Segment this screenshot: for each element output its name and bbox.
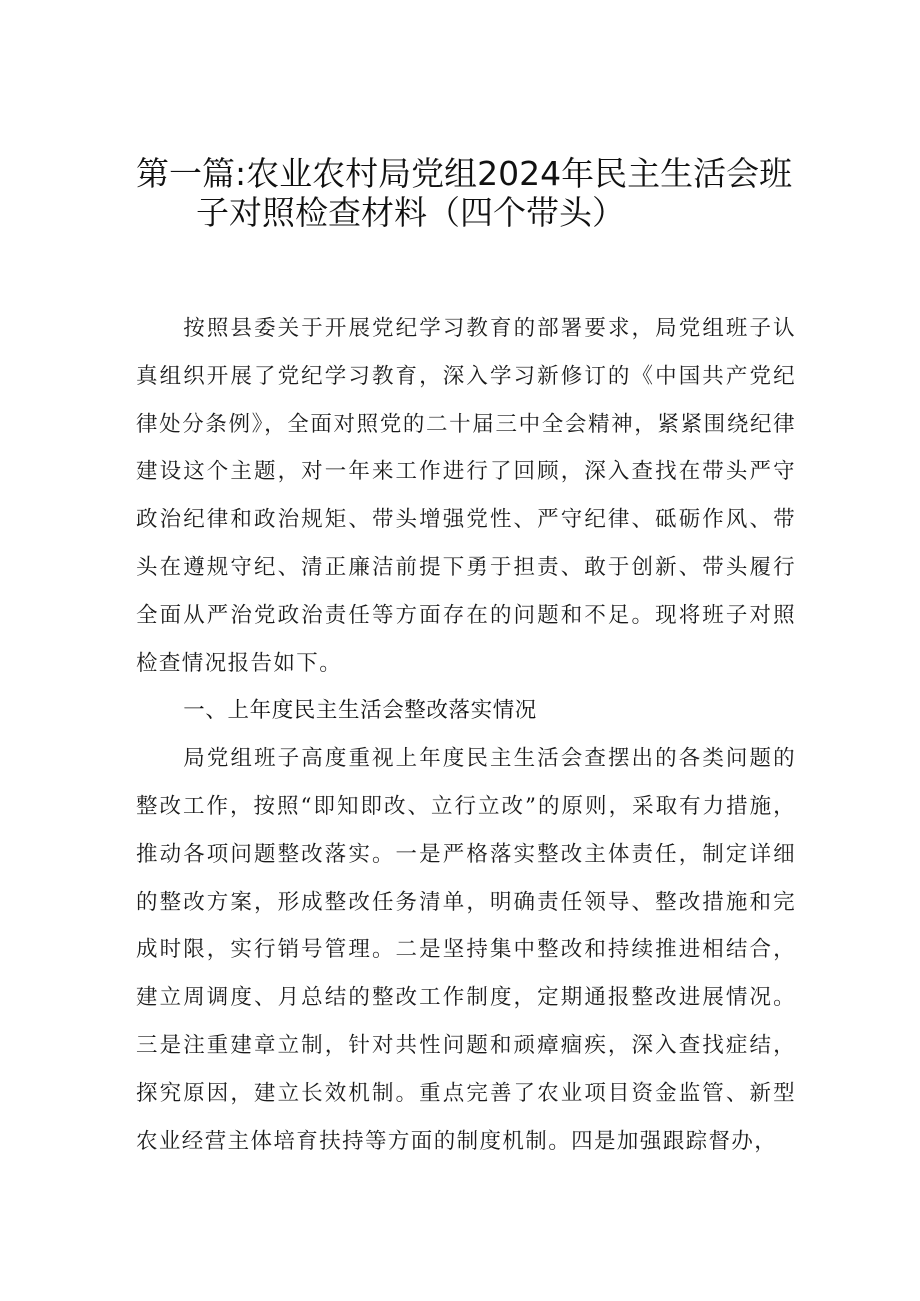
title-line-1: 第一篇:农业农村局党组2024年民主生活会班 — [136, 154, 793, 193]
section-heading-1: 一、上年度民主生活会整改落实情况 — [183, 698, 537, 724]
section-1-paragraph: 局党组班子高度重视上年度民主生活会查摆出的各类问题的整改工作，按照“即知即改、立行立改”的原则，采取有力措施，推动各项问题整改落实。一是严格落实整改主体责任，制定详细的整改方案，形成整改任务清单，明确责任领导、整改措施和完成时限，实行销号管理。二是坚持集中整改和持续推进相结合，建立周调度、月总结的整改工作制度，定期通报整改进展情况。三是注重建章立制，针对共性问题和顽瘴痼疾，深入查找症结，探究原因，建立长效机制。重点完善了农业项目资金监管、新型农业经营主体培育扶持等方面的制度机制。四是加强跟踪督办， — [136, 746, 796, 1154]
title-line-2: 子对照检查材料（四个带头） — [196, 193, 625, 232]
document-body — [136, 305, 796, 1165]
intro-paragraph: 按照县委关于开展党纪学习教育的部署要求，局党组班子认真组织开展了党纪学习教育，深入学习新修订的《中国共产党纪律处分条例》，全面对照党的二十届三中全会精神，紧紧围绕纪律建设这个主题，对一年来工作进行了回顾，深入查找在带头严守政治纪律和政治规矩、带头增强党性、严守纪律、砥砺作风、带头在遵规守纪、清正廉洁前提下勇于担责、敢于创新、带头履行全面从严治党政治责任等方面存在的问题和不足。现将班子对照检查情况报告如下。 — [136, 316, 796, 676]
